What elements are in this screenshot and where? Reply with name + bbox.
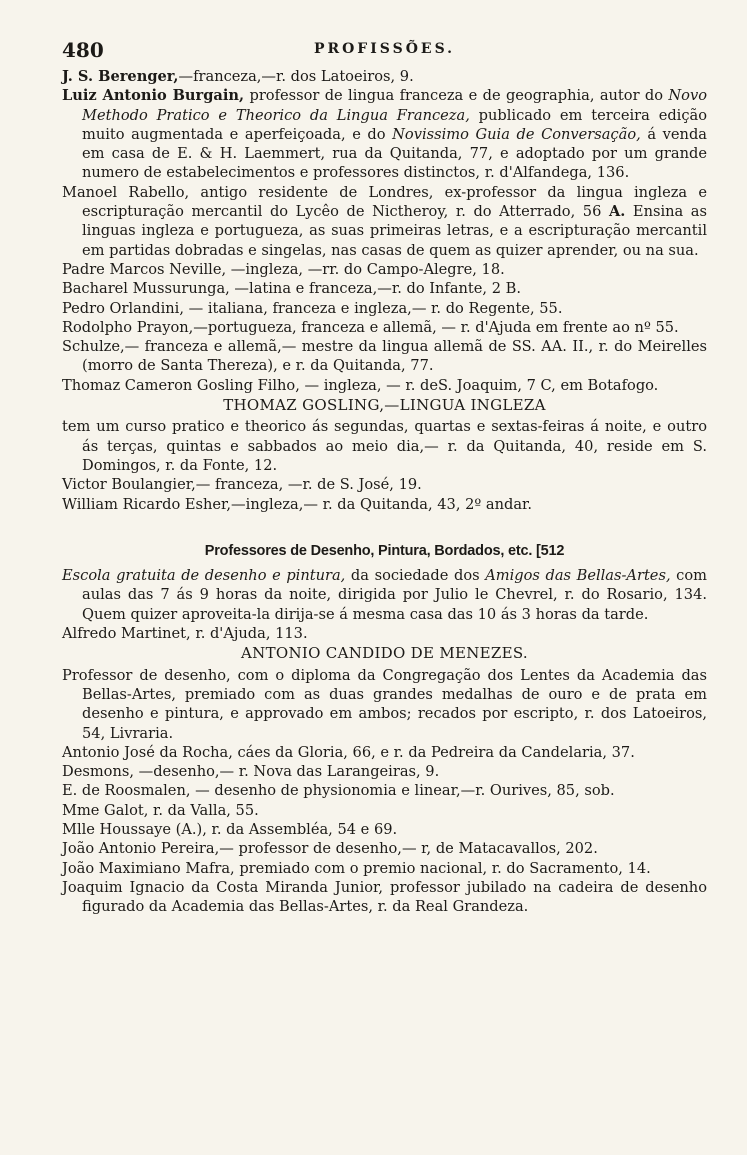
advert-heading-menezes: ANTONIO CANDIDO DE MENEZES. bbox=[241, 644, 528, 663]
entry-esher: William Ricardo Esher,—ingleza,— r. da Quitanda, 43, 2º andar. bbox=[62, 495, 533, 513]
entry-mafra: João Maximiano Mafra, premiado com o premio nacional, r. do Sacramento, 14. bbox=[62, 859, 651, 877]
entry-galot: Mme Galot, r. da Valla, 55. bbox=[62, 801, 259, 819]
entry-boulangier: Victor Boulangier,— franceza, —r. de S. José, 19. bbox=[62, 476, 422, 494]
entry-martinet: Alfredo Martinet, r. d'Ajuda, 113. bbox=[62, 625, 308, 643]
entry-roosmalen: E. de Roosmalen, — desenho de physionomia e linear,—r. Ourives, 85, sob. bbox=[62, 782, 615, 800]
entry-orlandini: Pedro Orlandini, — italiana, franceza e ingleza,— r. do Regente, 55. bbox=[62, 299, 563, 317]
entry-pereira: João Antonio Pereira,— professor de desenho,— r, de Matacavallos, 202. bbox=[62, 840, 598, 858]
entry-rabello: Manoel Rabello, antigo residente de Londres, ex-professor da lingua ingleza e escripturação mercantil do Lycêo de Nictheroy, r. do Atterrado, 56 A. Ensina as linguas ingleza e portugueza, as suas primeiras letras, e a escripturação mercantil em partidas dobradas e singelas, nas casas de quem as quizer aprender, ou na sua. bbox=[62, 183, 707, 259]
entry-berenger: J. S. Berenger,—franceza,—r. dos Latoeiros, 9. bbox=[62, 68, 414, 85]
advert-text-gosling: tem um curso pratico e theorico ás segundas, quartas e sextas-feiras á noite, e outro ás terças, quintas e sabbados ao meio dia,— r. da Quitanda, 40, reside em S. Domingos, r. da Fonte, 12. bbox=[62, 418, 707, 474]
page-header bbox=[62, 38, 707, 64]
entry-houssaye: Mlle Houssaye (A.), r. da Assembléa, 54 e 69. bbox=[62, 820, 398, 838]
advert-text-menezes: Professor de desenho, com o diploma da Congregação dos Lentes da Academia das Bellas-Artes, premiado com as duas grandes medalhas de ouro e de prata em desenho e pintura, e approvado em ambos; recados por escripto, r. dos Latoeiros, 54, Livraria. bbox=[62, 666, 707, 742]
running-head: PROFISSÕES. bbox=[313, 41, 456, 57]
section-heading-drawing: Professores de Desenho, Pintura, Bordados, etc. [512 bbox=[204, 542, 565, 559]
advert-heading-gosling: THOMAZ GOSLING,—LINGUA INGLEZA bbox=[223, 396, 546, 415]
entry-burgain: Luiz Antonio Burgain, professor de lingua franceza e de geographia, autor do Novo Methodo Pratico e Theorico da Lingua Franceza, publicado em terceira edição muito augmentada e aperfeiçoada, e do Novissimo Guia de Conversação, á venda em casa de E. & H. Laemmert, rua da Quitanda, 77, e adoptado por um grande numero de estabelecimentos e professores distinctos, r. d'Alfandega, 136. bbox=[62, 87, 707, 182]
page-number: 480 bbox=[62, 38, 104, 62]
entry-rocha: Antonio José da Rocha, cáes da Gloria, 66, e r. da Pedreira da Candelaria, 37. bbox=[62, 743, 635, 761]
entry-gosling-filho: Thomaz Cameron Gosling Filho, — ingleza, — r. deS. Joaquim, 7 C, em Botafogo. bbox=[62, 376, 659, 394]
page-body bbox=[62, 67, 707, 916]
entry-mussurunga: Bacharel Mussurunga, —latina e franceza,—r. do Infante, 2 B. bbox=[62, 280, 521, 298]
entry-miranda: Joaquim Ignacio da Costa Miranda Junior, professor jubilado na cadeira de desenho figurado da Academia das Bellas-Artes, r. da Real Grandeza. bbox=[62, 878, 707, 916]
entry-prayon: Rodolpho Prayon,—portugueza, franceza e allemã, — r. d'Ajuda em frente ao nº 55. bbox=[62, 318, 679, 336]
entry-escola-gratuita: Escola gratuita de desenho e pintura, da sociedade dos Amigos das Bellas-Artes, com aulas das 7 ás 9 horas da noite, dirigida por Julio le Chevrel, r. do Rosario, 134. Quem quizer aproveita-la dirija-se á mesma casa das 10 ás 3 horas da tarde. bbox=[62, 567, 707, 623]
entry-schulze: Schulze,— franceza e allemã,— mestre da lingua allemã de SS. AA. II., r. do Meirelles (morro de Santa Thereza), e r. da Quitanda, 77. bbox=[62, 338, 707, 375]
entry-neville: Padre Marcos Neville, —ingleza, —rr. do Campo-Alegre, 18. bbox=[62, 260, 505, 278]
entry-desmons: Desmons, —desenho,— r. Nova das Larangeiras, 9. bbox=[62, 763, 440, 781]
